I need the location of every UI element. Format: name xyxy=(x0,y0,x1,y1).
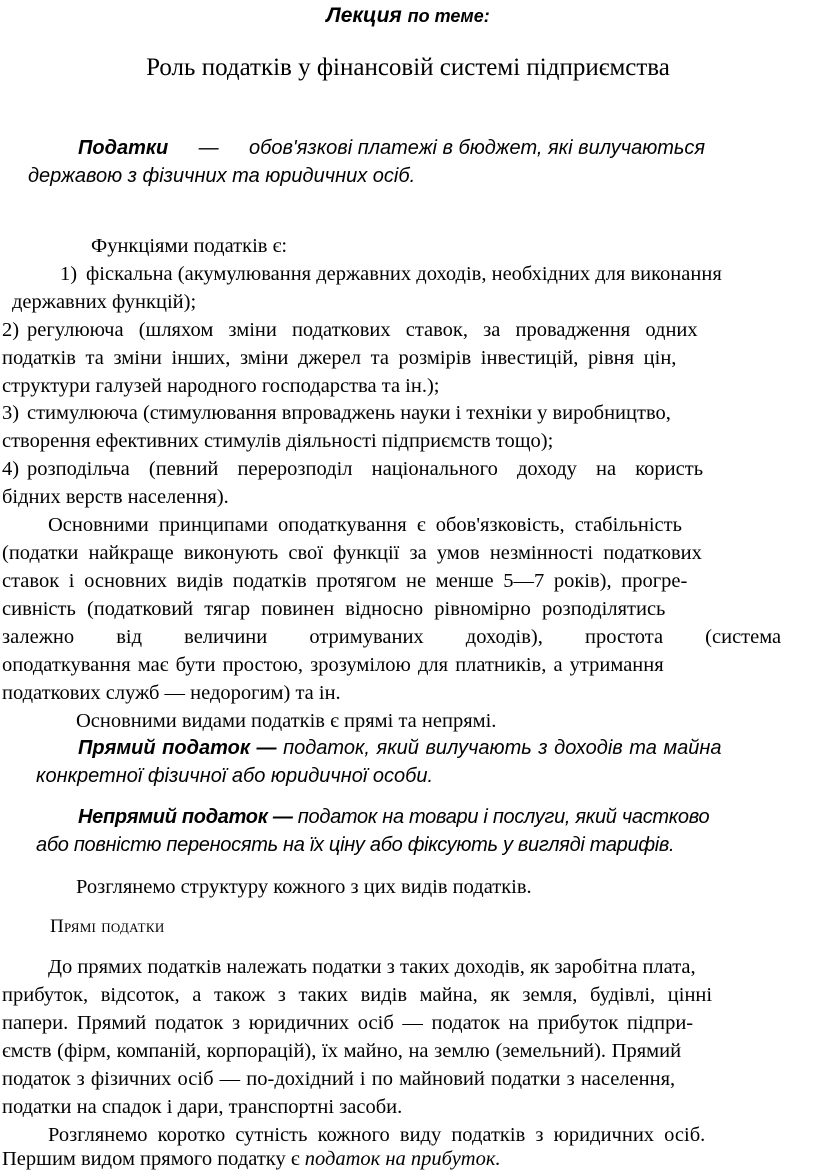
direct-taxes-line-1: До прямих податків належать податки з таких доходів, як заробітна плата, xyxy=(48,956,696,978)
function-item-2-line2: податків та зміни інших, зміни джерел та розмірів інвестицій, рівня цін, xyxy=(2,347,677,369)
definition-direct-line1: Прямий податок — податок, який вилучають з доходів та майна xyxy=(78,737,722,759)
direct-taxes-line-4: ємств (фірм, компаній, корпорацій), їх майно, на землю (земельний). Прямий xyxy=(2,1040,682,1062)
function-item-1-line2: державних функцій); xyxy=(12,291,197,313)
function-item-1-line1: фіскальна (акумулювання державних доходів, необхідних для виконання xyxy=(86,263,722,285)
principles-line-7: податкових служб — недорогим) та ін. xyxy=(2,682,341,704)
section-heading-direct-taxes: Прямі податки xyxy=(50,916,165,937)
direct-taxes-line-5: податок з фізичних осіб — по-дохідний і по майновий податки з населення, xyxy=(2,1068,676,1090)
closing-line-2 xyxy=(2,1146,501,1174)
direct-taxes-line-6: податки на спадок і дари, транспортні засоби. xyxy=(2,1096,403,1118)
principles-line-2: (податки найкраще виконують свої функції за умов незмінності податкових xyxy=(2,542,702,564)
function-item-3-num: 3) xyxy=(2,402,20,424)
function-item-2-num: 2) xyxy=(2,319,20,341)
definition-direct-line2: конкретної фізичної або юридичної особи. xyxy=(36,765,434,787)
direct-taxes-line-2: прибуток, відсоток, а також з таких видів майна, як земля, будівлі, цінні xyxy=(2,984,713,1006)
function-item-4-line2: бідних верств населення). xyxy=(2,486,229,508)
definition-tax-line2: державою з фізичних та юридичних осіб. xyxy=(28,165,416,187)
definition-tax-text: обов'язкові платежі в бюджет, які вилучаються xyxy=(248,137,706,159)
lecture-label: Лекция xyxy=(326,4,402,27)
page-title: Роль податків у фінансовій системі підприємства xyxy=(146,54,670,81)
topic-label: по теме: xyxy=(407,6,490,26)
structure-intro: Розглянемо структуру кожного з цих видів податків. xyxy=(76,876,532,898)
closing-line-2-start: Першим видом прямого податку є xyxy=(2,1148,300,1170)
definition-indirect-line1: Непрямий податок — податок на товари і послуги, який частково xyxy=(78,806,710,828)
function-item-3-line2: створення ефективних стимулів діяльності підприємств тощо); xyxy=(2,430,554,452)
function-item-2-line1 xyxy=(27,317,814,345)
lecture-heading xyxy=(0,4,816,28)
principles-line-5: залежно від величини отримуваних доходів), простота (система xyxy=(2,626,782,648)
definition-indirect-line2: або повністю переносять на їх ціну або фіксують у вигляді тарифів. xyxy=(36,834,675,856)
principles-line-1: Основними принципами оподаткування є обов'язковість, стабільність xyxy=(48,514,682,536)
closing-line-1: Розглянемо коротко сутність кожного виду податків з юридичних осіб. xyxy=(48,1124,706,1146)
definition-tax-line1: Податки — обов'язкові платежі в бюджет, які вилучаються xyxy=(78,137,814,160)
definition-tax-term: Податки xyxy=(78,137,169,159)
function-item-3-line1: стимулююча (стимулювання впроваджень науки і техніки у виробництво, xyxy=(27,402,671,424)
definition-direct-term: Прямий податок xyxy=(78,737,250,759)
closing-line-2-italic: податок на прибуток. xyxy=(304,1148,501,1170)
function-item-2-line3: структури галузей народного господарства та ін.); xyxy=(2,375,440,397)
tax-types-intro: Основними видами податків є прямі та непрямі. xyxy=(76,710,497,732)
principles-line-4: сивність (податковий тягар повинен відносно рівномірно розподілятись xyxy=(2,598,666,620)
direct-taxes-line-3: папери. Прямий податок з юридичних осіб — податок на прибуток підпри- xyxy=(2,1012,694,1034)
definition-indirect-text: податок на товари і послуги, який частково xyxy=(297,806,710,828)
definition-direct-text: податок, який вилучають з доходів та майна xyxy=(283,737,722,759)
definition-indirect-term: Непрямий податок xyxy=(78,806,268,828)
function-item-2-line1-text: регулююча (шляхом зміни податкових ставок, за провадження одних xyxy=(27,319,698,341)
function-item-1-num: 1) xyxy=(60,263,78,285)
functions-intro: Функціями податків є: xyxy=(91,235,288,257)
principles-line-3: ставок і основних видів податків протягом не менше 5—7 років), прогре- xyxy=(2,570,688,592)
principles-line-6: оподаткування має бути простою, зрозумілою для платників, а утримання xyxy=(2,654,664,676)
function-item-4-num: 4) xyxy=(2,458,20,480)
function-item-4-line1: розподільча (певний перерозподіл національного доходу на користь xyxy=(27,458,704,480)
